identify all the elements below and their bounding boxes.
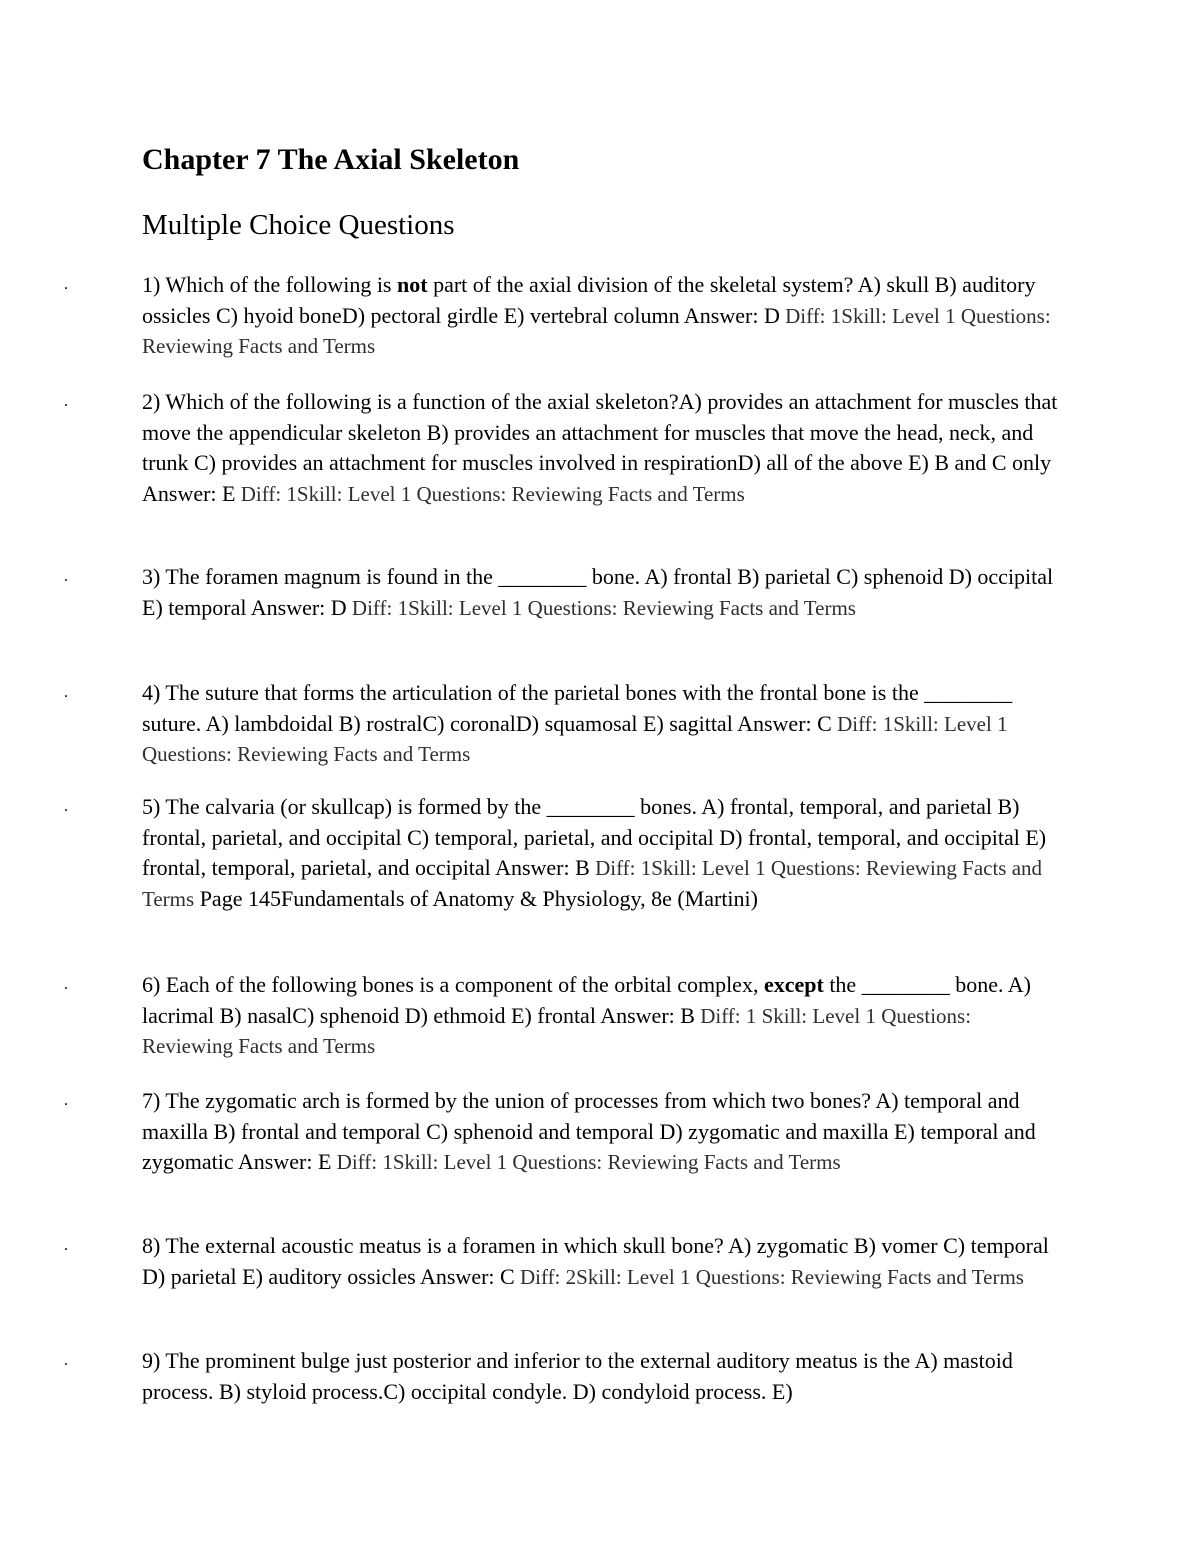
question-text-continued: the ________ bone. A) lacrimal B) nasalC) sphenoid D) ethmoid E) frontal Answer: B bbox=[142, 972, 1031, 1028]
bullet-marker: . bbox=[64, 276, 68, 293]
question-text-continued: part of the axial division of the skeletal system? A) skull B) auditory ossicles C) hyoid boneD) pectoral girdle E) vertebral column Answer: D bbox=[142, 272, 1036, 328]
question-metadata: Diff: 1Skill: Level 1 Questions: Reviewing Facts and Terms bbox=[346, 595, 856, 620]
bullet-marker: . bbox=[64, 684, 68, 701]
question-metadata: Diff: 1Skill: Level 1 Questions: Reviewing Facts and Terms bbox=[142, 303, 1051, 358]
question-item bbox=[64, 1231, 1062, 1292]
question-metadata: Diff: 1Skill: Level 1 Questions: Reviewing Facts and Terms bbox=[142, 856, 1043, 911]
section-subtitle: Multiple Choice Questions bbox=[142, 209, 455, 241]
question-metadata: Diff: 2Skill: Level 1 Questions: Reviewing Facts and Terms bbox=[514, 1264, 1024, 1289]
question-item bbox=[64, 387, 1062, 509]
question-item bbox=[64, 270, 1062, 362]
question-text: 9) The prominent bulge just posterior and inferior to the external auditory meatus is the A) mastoid process. B) styloid process.C) occipital condyle. D) condyloid process. E) bbox=[142, 1348, 1013, 1404]
question-item bbox=[64, 1086, 1062, 1178]
bullet-marker: . bbox=[64, 1237, 68, 1254]
question-tail: Page 145Fundamentals of Anatomy & Physiology, 8e (Martini) bbox=[194, 885, 758, 911]
question-text: 3) The foramen magnum is found in the ________ bone. A) frontal B) parietal C) sphenoid D) occipital E) temporal Answer: D bbox=[142, 564, 1054, 620]
question-emphasis: not bbox=[397, 272, 428, 297]
bullet-marker: . bbox=[64, 568, 68, 585]
question-item bbox=[64, 562, 1062, 623]
question-item bbox=[64, 970, 1062, 1062]
question-emphasis: except bbox=[763, 972, 824, 997]
bullet-marker: . bbox=[64, 976, 68, 993]
question-text: 5) The calvaria (or skullcap) is formed by the ________ bones. A) frontal, temporal, and parietal B) frontal, parietal, and occipital C) temporal, parietal, and occipital D) frontal, temporal, and occipital E) frontal, temporal, parietal, and occipital Answer: B bbox=[142, 794, 1047, 880]
question-item bbox=[64, 792, 1062, 914]
question-text: 8) The external acoustic meatus is a foramen in which skull bone? A) zygomatic B) vomer C) temporal D) parietal E) auditory ossicles Answer: C bbox=[142, 1233, 1049, 1289]
question-text: 6) Each of the following bones is a component of the orbital complex, bbox=[142, 972, 764, 997]
question-text: 7) The zygomatic arch is formed by the union of processes from which two bones? A) temporal and maxilla B) frontal and temporal C) sphenoid and temporal D) zygomatic and maxilla E) temporal and zygomatic Answer: E bbox=[142, 1088, 1036, 1174]
bullet-marker: . bbox=[64, 1092, 68, 1109]
question-metadata: Diff: 1Skill: Level 1 Questions: Reviewing Facts and Terms bbox=[142, 711, 1008, 766]
bullet-marker: . bbox=[64, 393, 68, 410]
bullet-marker: . bbox=[64, 798, 68, 815]
question-item bbox=[64, 1346, 1062, 1407]
bullet-marker: . bbox=[64, 1352, 68, 1369]
question-metadata: Diff: 1Skill: Level 1 Questions: Reviewing Facts and Terms bbox=[235, 481, 745, 506]
chapter-title: Chapter 7 The Axial Skeleton bbox=[142, 143, 520, 176]
question-text: 4) The suture that forms the articulation of the parietal bones with the frontal bone is the ________ suture. A) lambdoidal B) rostralC) coronalD) squamosal E) sagittal Answer: C bbox=[142, 680, 1013, 736]
question-text: 1) Which of the following is bbox=[142, 272, 397, 297]
question-item bbox=[64, 678, 1062, 770]
question-metadata: Diff: 1 Skill: Level 1 Questions: Reviewing Facts and Terms bbox=[142, 1003, 972, 1058]
question-text: 2) Which of the following is a function of the axial skeleton?A) provides an attachment for muscles that move the appendicular skeleton B) provides an attachment for muscles that move the head, neck, and trunk C) provides an attachment for muscles involved in respirationD) all of the above E) B and C only Answer: E bbox=[142, 389, 1058, 506]
question-metadata: Diff: 1Skill: Level 1 Questions: Reviewing Facts and Terms bbox=[331, 1150, 841, 1174]
